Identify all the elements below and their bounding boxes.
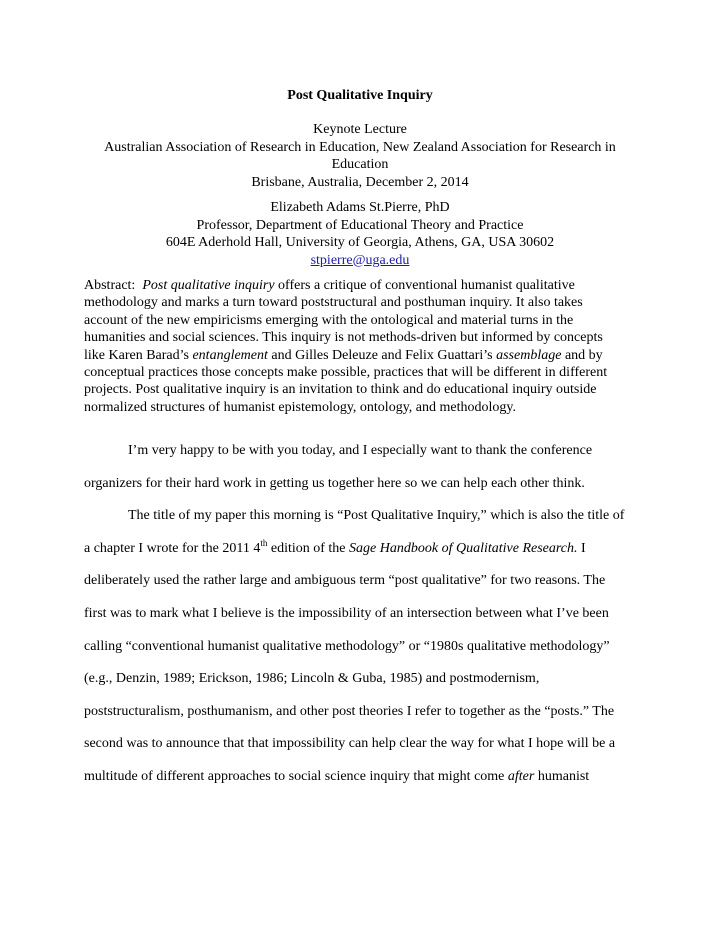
abstract-line: account of the new empiricisms emerging with the ontological and material turns in the xyxy=(84,312,574,328)
abstract xyxy=(84,277,644,416)
abstract-label: Abstract: xyxy=(84,278,136,293)
body-line: first was to mark what I believe is the impossibility of an intersection between what I’ve been xyxy=(84,605,609,621)
body-line: deliberately used the rather large and ambiguous term “post qualitative” for two reasons. The xyxy=(84,573,606,589)
event-organization-line1: Australian Association of Research in Education, New Zealand Association for Research in xyxy=(104,139,616,155)
page-title: Post Qualitative Inquiry xyxy=(287,88,433,103)
body-line: poststructuralism, posthumanism, and other post theories I refer to together as the “posts.” The xyxy=(84,703,615,719)
body-line: multitude of different approaches to social science inquiry that might come after humanist xyxy=(84,768,590,784)
author-email-link[interactable]: stpierre@uga.edu xyxy=(310,252,410,268)
body-line: (e.g., Denzin, 1989; Erickson, 1986; Lincoln & Guba, 1985) and postmodernism, xyxy=(84,671,540,687)
body-line: I’m very happy to be with you today, and I especially want to thank the conference xyxy=(128,443,593,458)
abstract-line: projects. Post qualitative inquiry is an invitation to think and do educational inquiry outside xyxy=(84,382,597,398)
lecture-header xyxy=(88,121,632,191)
abstract-line: conceptual practices those concepts make possible, practices that will be different in different xyxy=(84,365,608,381)
author-position: Professor, Department of Educational Theory and Practice xyxy=(196,217,524,233)
body-line: a chapter I wrote for the 2011 4th edition of the Sage Handbook of Qualitative Research. I xyxy=(84,537,586,556)
body-text xyxy=(84,442,644,801)
abstract-line: Abstract: Post qualitative inquiry offers a critique of conventional humanist qualitative xyxy=(84,278,575,293)
author-name: Elizabeth Adams St.Pierre, PhD xyxy=(270,200,450,215)
event-organization-line2: Education xyxy=(331,157,389,172)
author-address: 604E Aderhold Hall, University of Georgia, Athens, GA, USA 30602 xyxy=(165,235,555,250)
event-location-date: Brisbane, Australia, December 2, 2014 xyxy=(251,174,469,190)
abstract-line: normalized structures of humanist epistemology, ontology, and methodology. xyxy=(84,399,516,415)
body-line: organizers for their hard work in getting us together here so we can help each other think. xyxy=(84,475,585,491)
abstract-line: humanities and social sciences. This inquiry is not methods-driven but informed by concepts xyxy=(84,330,603,346)
body-line: The title of my paper this morning is “Post Qualitative Inquiry,” which is also the title of xyxy=(128,508,625,524)
body-line: calling “conventional humanist qualitative methodology” or “1980s qualitative methodology” xyxy=(84,638,610,654)
author-block xyxy=(88,199,632,269)
abstract-line: like Karen Barad’s entanglement and Gilles Deleuze and Felix Guattari’s assemblage and by xyxy=(84,347,603,363)
body-line: second was to announce that that impossibility can help clear the way for what I hope will be a xyxy=(84,736,616,752)
abstract-line: methodology and marks a turn toward poststructural and posthuman inquiry. It also takes xyxy=(84,295,583,311)
event-type: Keynote Lecture xyxy=(313,122,407,137)
